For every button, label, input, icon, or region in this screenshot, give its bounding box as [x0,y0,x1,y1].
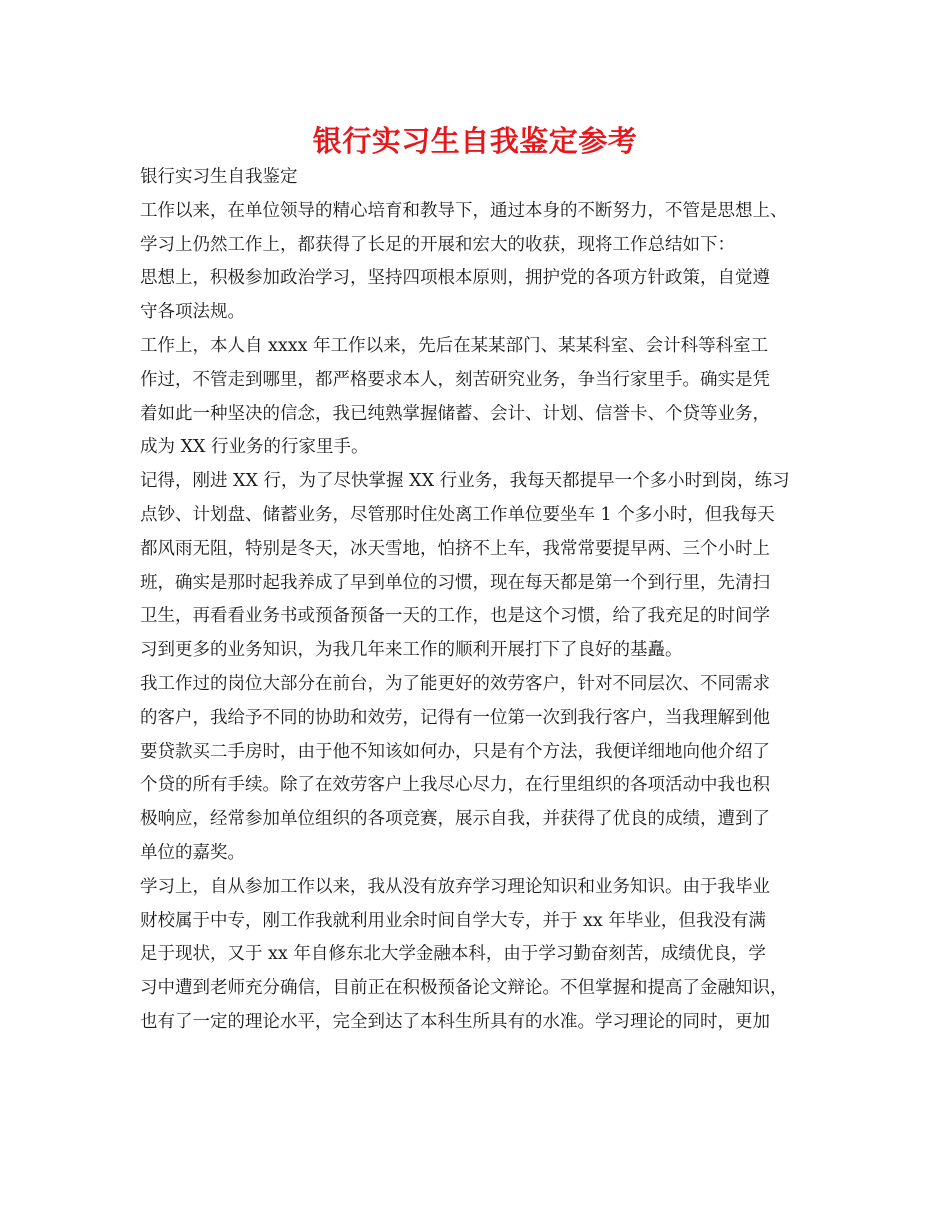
text-line: 习中遭到老师充分确信，目前正在积极预备论文辩论。不但掌握和提高了金融知识， [140,978,788,999]
text-line: 也有了一定的理论水平，完全到达了本科生所具有的水准。学习理论的同时，更加 [140,1011,770,1032]
text-line: 都风雨无阻，特别是冬天，冰天雪地，怕挤不上车，我常常要提早两、三个小时上 [140,538,770,559]
text-line: 足于现状，又于 xx 年自修东北大学金融本科，由于学习勤奋刻苦，成绩优良，学 [140,944,766,965]
text-line: 班，确实是那时起我养成了早到单位的习惯，现在每天都是第一个到行里，先清扫 [140,572,770,593]
text-line: 习到更多的业务知识，为我几年来工作的顺利开展打下了良好的基矗。 [140,640,683,661]
text-line: 着如此一种坚决的信念，我已纯熟掌握储蓄、会计、计划、信誉卡、个贷等业务， [140,403,770,424]
text-line: 极响应，经常参加单位组织的各项竞赛，展示自我，并获得了优良的成绩，遭到了 [140,809,770,830]
document-title: 银行实习生自我鉴定参考 [312,124,638,158]
text-line: 银行实习生自我鉴定 [140,167,298,187]
text-line: 要贷款买二手房时，由于他不知该如何办，只是有个方法，我便详细地向他介绍了 [140,741,770,762]
text-line: 工作上，本人自 xxxx 年工作以来，先后在某某部门、某某科室、会计科等科室工 [140,335,769,356]
text-line: 成为 XX 行业务的行家里手。 [140,437,369,458]
text-line: 财校属于中专，刚工作我就利用业余时间自学大专，并于 xx 年毕业，但我没有满 [140,910,766,931]
text-line: 我工作过的岗位大部分在前台，为了能更好的效劳客户，针对不同层次、不同需求 [140,673,770,694]
document-body [140,161,820,1040]
text-line: 的客户，我给予不同的协助和效劳，记得有一位第一次到我行客户，当我理解到他 [140,707,770,728]
text-line: 个贷的所有手续。除了在效劳客户上我尽心尽力，在行里组织的各项活动中我也积 [140,775,770,796]
text-line: 点钞、计划盘、储蓄业务，尽管那时住处离工作单位要坐车 1 个多小时，但我每天 [140,504,775,525]
text-line: 作过，不管走到哪里，都严格要求本人，刻苦研究业务，争当行家里手。确实是凭 [140,369,770,390]
text-line: 单位的嘉奖。 [140,842,245,863]
text-line: 卫生，再看看业务书或预备预备一天的工作，也是这个习惯，给了我充足的时间学 [140,606,770,627]
text-line: 学习上，自从参加工作以来，我从没有放弃学习理论知识和业务知识。由于我毕业 [140,876,770,897]
text-line: 记得，刚进 XX 行，为了尽快掌握 XX 行业务，我每天都提早一个多小时到岗，练习 [140,471,790,492]
text-line: 学习上仍然工作上，都获得了长足的开展和宏大的收获，现将工作总结如下： [140,234,735,255]
text-line: 工作以来，在单位领导的精心培育和教导下，通过本身的不断努力，不管是思想上、 [140,200,788,221]
text-line: 思想上，积极参加政治学习，坚持四项根本原则，拥护党的各项方针政策，自觉遵 [140,268,770,289]
text-line: 守各项法规。 [140,302,245,323]
